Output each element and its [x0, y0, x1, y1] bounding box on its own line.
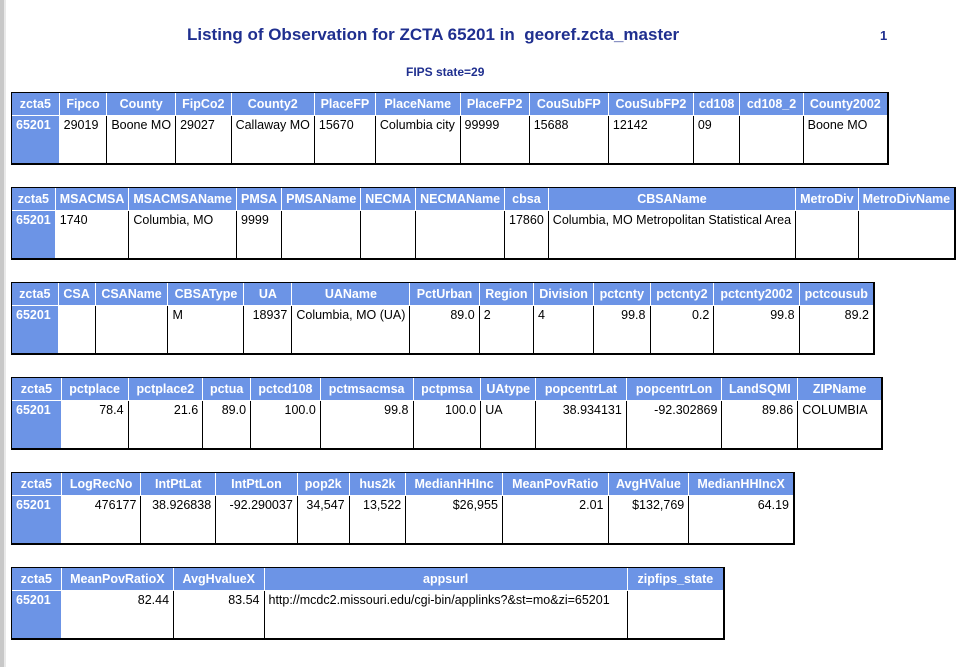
page-edge-inner	[4, 0, 6, 667]
table-cell: 17860	[505, 211, 549, 258]
column-header: pctplace2	[129, 378, 204, 401]
row-header-cell: 65201	[12, 211, 56, 258]
table-cell: 38.934131	[536, 401, 627, 448]
column-header: pctcousub	[800, 283, 873, 306]
table-cell: 09	[694, 116, 741, 163]
column-header: pop2k	[298, 473, 350, 496]
table-cell	[59, 306, 96, 353]
table-cell: 99.8	[321, 401, 414, 448]
column-header: UAName	[292, 283, 410, 306]
column-header: AvgHValue	[609, 473, 690, 496]
column-header: Region	[480, 283, 534, 306]
table-cell: 2.01	[503, 496, 609, 543]
column-header: zcta5	[12, 378, 62, 401]
column-header: ZIPName	[798, 378, 881, 401]
table-cell: -92.290037	[216, 496, 298, 543]
column-header: appsurl	[265, 568, 628, 591]
row-header-cell: 65201	[12, 591, 62, 638]
data-table-1	[11, 92, 889, 165]
table-cell: 89.0	[410, 306, 479, 353]
table-cell: 99.8	[714, 306, 799, 353]
column-header: County2002	[804, 93, 887, 116]
column-header: IntPtLon	[216, 473, 298, 496]
table-row	[12, 496, 793, 543]
row-header-cell: 65201	[12, 116, 60, 163]
table-cell: Columbia city	[376, 116, 461, 163]
column-header: cbsa	[505, 188, 549, 211]
table-cell: 99.8	[594, 306, 650, 353]
column-header: popcentrLat	[536, 378, 627, 401]
table-header-row	[12, 568, 723, 591]
table-header-row	[12, 188, 954, 211]
column-header: PlaceFP2	[461, 93, 530, 116]
table-cell: -92.302869	[627, 401, 723, 448]
row-header-cell: 65201	[12, 496, 62, 543]
column-header: PlaceFP	[315, 93, 376, 116]
table-cell: 2	[480, 306, 534, 353]
column-header: zcta5	[12, 283, 59, 306]
table-cell	[859, 211, 955, 258]
row-header-cell: 65201	[12, 401, 62, 448]
column-header: County2	[232, 93, 315, 116]
column-header: NECMA	[361, 188, 416, 211]
column-header: CBSAType	[168, 283, 244, 306]
table-cell: 29019	[60, 116, 108, 163]
column-header: MedianHHInc	[406, 473, 503, 496]
column-header: zcta5	[12, 188, 56, 211]
column-header: pctcnty2002	[714, 283, 799, 306]
table-cell: 18937	[244, 306, 292, 353]
table-cell: 100.0	[414, 401, 482, 448]
table-cell: 100.0	[251, 401, 321, 448]
column-header: pctplace	[62, 378, 129, 401]
column-header: CSA	[59, 283, 96, 306]
table-cell: Columbia, MO	[129, 211, 237, 258]
table-row	[12, 306, 873, 353]
column-header: MSACMSAName	[129, 188, 237, 211]
column-header: PlaceName	[376, 93, 461, 116]
data-table-2	[11, 187, 956, 260]
column-header: MeanPovRatio	[503, 473, 609, 496]
column-header: County	[107, 93, 176, 116]
table-cell: M	[168, 306, 244, 353]
column-header: Division	[534, 283, 594, 306]
table-cell: 15670	[315, 116, 376, 163]
table-row	[12, 591, 723, 638]
table-cell: $26,955	[406, 496, 503, 543]
column-header: pctua	[203, 378, 251, 401]
column-header: PctUrban	[410, 283, 479, 306]
column-header: UA	[244, 283, 292, 306]
column-header: MedianHHIncX	[689, 473, 793, 496]
table-cell: UA	[481, 401, 536, 448]
column-header: pctpmsa	[414, 378, 482, 401]
table-cell: 38.926838	[141, 496, 216, 543]
column-header: IntPtLat	[141, 473, 216, 496]
table-cell: 29027	[176, 116, 232, 163]
column-header: UAtype	[481, 378, 536, 401]
table-cell: 83.54	[174, 591, 264, 638]
column-header: hus2k	[350, 473, 407, 496]
table-row	[12, 211, 954, 258]
table-cell	[740, 116, 803, 163]
table-cell: 9999	[237, 211, 282, 258]
table-cell: 0.2	[651, 306, 715, 353]
column-header: MetroDiv	[796, 188, 858, 211]
column-header: Fipco	[60, 93, 108, 116]
column-header: zcta5	[12, 93, 60, 116]
column-header: MSACMSA	[56, 188, 130, 211]
column-header: PMSAName	[282, 188, 361, 211]
report-title: Listing of Observation for ZCTA 65201 in georef.zcta_master	[187, 25, 680, 44]
column-header: popcentrLon	[627, 378, 723, 401]
table-cell: 82.44	[62, 591, 174, 638]
column-header: pctcnty	[594, 283, 650, 306]
column-header: cd108_2	[740, 93, 803, 116]
data-table-4	[11, 377, 883, 450]
column-header: MetroDivName	[859, 188, 955, 211]
column-header: CouSubFP	[530, 93, 609, 116]
table-row	[12, 401, 881, 448]
table-cell: 13,522	[350, 496, 407, 543]
data-table-3	[11, 282, 875, 355]
page-number: 1	[880, 28, 888, 43]
table-cell: Boone MO	[107, 116, 176, 163]
table-header-row	[12, 93, 887, 116]
table-row	[12, 116, 887, 163]
table-cell: 89.2	[844, 308, 869, 322]
table-cell	[628, 591, 723, 638]
table-cell: 21.6	[129, 401, 204, 448]
table-cell: 99999	[461, 116, 530, 163]
table-cell: $132,769	[609, 496, 690, 543]
column-header: zcta5	[12, 568, 62, 591]
table-cell: 78.4	[62, 401, 129, 448]
table-cell: Columbia, MO (UA)	[292, 306, 410, 353]
column-header: cd108	[694, 93, 741, 116]
table-cell	[416, 211, 505, 258]
table-cell: Callaway MO	[232, 116, 315, 163]
by-group-subtitle: FIPS state=29	[406, 65, 485, 79]
column-header: MeanPovRatioX	[62, 568, 174, 591]
table-cell: 476177	[62, 496, 142, 543]
table-header-row	[12, 473, 793, 496]
appsurl-cell: http://mcdc2.missouri.edu/cgi-bin/applinks?&st=mo&zi=65201	[265, 591, 628, 638]
table-cell: COLUMBIA	[802, 403, 868, 417]
column-header: CBSAName	[549, 188, 796, 211]
table-cell: 34,547	[298, 496, 350, 543]
table-cell: 89.86	[722, 401, 798, 448]
table-cell: 15688	[530, 116, 609, 163]
table-cell: 12142	[609, 116, 694, 163]
column-header: CSAName	[96, 283, 169, 306]
row-header-cell: 65201	[12, 306, 59, 353]
table-cell: 1740	[56, 211, 130, 258]
column-header: CouSubFP2	[609, 93, 694, 116]
table-header-row	[12, 283, 873, 306]
table-cell: Boone MO	[807, 118, 868, 132]
table-cell	[282, 211, 361, 258]
table-cell	[361, 211, 416, 258]
column-header: NECMAName	[416, 188, 505, 211]
column-header: FipCo2	[176, 93, 232, 116]
column-header: zcta5	[12, 473, 62, 496]
column-header: pctmsacmsa	[321, 378, 414, 401]
column-header: LandSQMI	[722, 378, 798, 401]
table-cell	[96, 306, 169, 353]
table-cell	[796, 211, 858, 258]
column-header: pctcd108	[251, 378, 321, 401]
column-header: AvgHvalueX	[174, 568, 264, 591]
table-cell: 89.0	[203, 401, 251, 448]
table-header-row	[12, 378, 881, 401]
column-header: LogRecNo	[62, 473, 142, 496]
column-header: PMSA	[237, 188, 282, 211]
data-table-6	[11, 567, 725, 640]
column-header: zipfips_state	[628, 568, 723, 591]
data-table-5	[11, 472, 795, 545]
table-cell: 4	[534, 306, 594, 353]
table-cell: Columbia, MO Metropolitan Statistical Area	[549, 211, 796, 258]
column-header: pctcnty2	[651, 283, 715, 306]
table-cell: 64.19	[757, 498, 789, 512]
